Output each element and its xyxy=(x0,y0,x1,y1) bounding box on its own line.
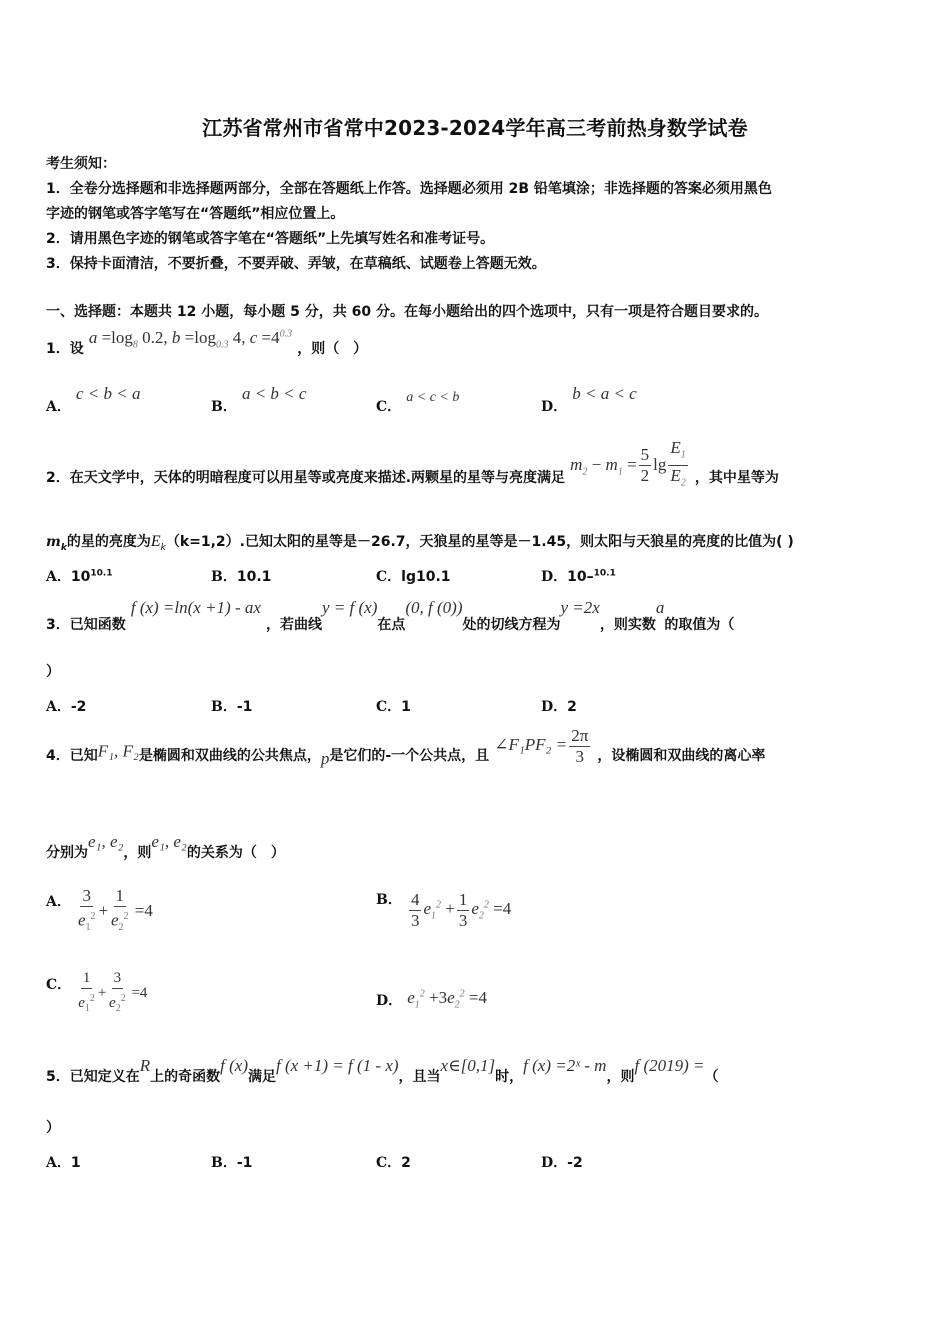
q5-option-d[interactable]: D．-2 xyxy=(541,1155,583,1171)
q3-formula-2: y = f (x) xyxy=(322,598,378,617)
q4-line-2: 分别为e₁, e₂，则e₁, e₂的关系为（ ） xyxy=(46,832,285,861)
q1-option-a-text: c < b < a xyxy=(75,384,141,403)
q4-formula-1: F₁, F₂ xyxy=(97,741,139,761)
q4-formula-3: ∠F₁PF₂ = $\frac{2\pi}{3}$ xyxy=(494,726,589,766)
q2-option-c[interactable]: C．lg10.1 xyxy=(376,569,451,585)
q4-formula-2: p xyxy=(320,749,330,769)
q1-option-b-text: a < b < c xyxy=(241,384,307,403)
q5-formula-interval: x∈[0,1] xyxy=(440,1056,496,1075)
q1-tail: ，则（ ） xyxy=(297,341,368,357)
q5-formula-symmetry: f (x +1) = f (1 - x) xyxy=(275,1056,399,1075)
q5-close-paren: ） xyxy=(46,1120,60,1136)
q2-line-2: $m_k$的星的亮度为$E_k(k=1,2)$.已知太阳的星等是－26.7，天狼星的星等是－1.45，则太阳与天狼星的亮度的比值为( ) xyxy=(46,533,794,553)
q3-formula-1: f (x) =ln(x +1) - ax xyxy=(130,598,261,617)
q3-option-c[interactable]: C．1 xyxy=(376,699,411,715)
q2-stem: 2．在天文学中，天体的明暗程度可以用星等或亮度来描述.两颗星的星等与亮度满足 xyxy=(46,469,566,486)
question-2 xyxy=(46,438,779,502)
q5-formula-f2019: f (2019) = xyxy=(634,1056,705,1075)
q1-option-d-text: b < a < c xyxy=(572,384,637,403)
q2-formula: $m_2 - m_1$ = $\frac{5}{2}$ lg $\frac{E_1}{E_2}$ xyxy=(570,438,686,489)
q4-option-c[interactable]: C． $\frac{1}{e_1^2}$ + $\frac{3}{e_2^2}$ =4 xyxy=(46,970,148,1014)
question-5: 5．已知定义在R上的奇函数f (x)满足f (x +1) = f (1 - x)，且当x∈[0,1]时，f (x) =2ˣ - m，则f (2019) =（ xyxy=(46,1056,719,1085)
notice-item-1: 1．全卷分选择题和非选择题两部分，全部在答题纸上作答。选择题必须用 2B 铅笔填涂；非选择题的答案必须用黑色 xyxy=(46,181,772,197)
q5-formula-def: f (x) =2ˣ - m xyxy=(523,1056,607,1075)
q3-formula-4: y =2x xyxy=(560,598,600,617)
q5-option-b[interactable]: B．-1 xyxy=(211,1155,253,1171)
q4-formula-e1e2: e₁, e₂ xyxy=(88,832,124,851)
q4-option-d[interactable]: D． $e_1^2 +3e_2^2 =4$ xyxy=(376,988,488,1011)
q4-option-b[interactable]: B． $\frac{4}{3}$ $e_1^2$ + $\frac{1}{3}$ $e_2^2 =4$ xyxy=(376,890,512,930)
question-1 xyxy=(46,328,368,357)
q2-option-d[interactable]: D．10–$^{10.1}$ xyxy=(541,568,616,585)
q1-option-b[interactable]: B． a < b < c xyxy=(211,384,307,415)
q1-formula: $a =\log_8$ 0.2, $b =\log_{0.3}$ 4, $c =4^{0.3}$ xyxy=(88,328,293,351)
section-heading: 一、选择题：本题共 12 小题，每小题 5 分，共 60 分。在每小题给出的四个选项中，只有一项是符合题目要求的。 xyxy=(46,304,768,320)
q1-option-a[interactable]: A． c < b < a xyxy=(46,384,141,415)
notice-item-1-cont: 字迹的钢笔或答字笔写在“答题纸”相应位置上。 xyxy=(46,206,345,222)
q1-option-c[interactable]: C． a < c < b xyxy=(376,390,460,415)
q2-option-b[interactable]: B．10.1 xyxy=(211,569,272,585)
q3-formula-5: a xyxy=(655,598,665,617)
q1-stem: 1．设 xyxy=(46,341,84,357)
q3-close-paren: ） xyxy=(46,664,60,680)
notice-heading: 考生须知： xyxy=(46,156,116,172)
q3-formula-3: (0, f (0)) xyxy=(405,598,463,617)
q5-formula-fx: f (x) xyxy=(220,1056,248,1075)
q5-option-a[interactable]: A．1 xyxy=(46,1155,81,1171)
q3-option-a[interactable]: A．-2 xyxy=(46,699,87,715)
question-3: 3．已知函数 f (x) =ln(x +1) - ax ，若曲线y = f (x)在点(0, f (0))处的切线方程为y =2x，则实数a的取值为（ xyxy=(46,598,735,633)
q5-formula-r: R xyxy=(139,1056,151,1075)
question-4: 4．已知F₁, F₂是椭圆和双曲线的公共焦点，p是它们的-一个公共点，且 ∠F₁PF₂ = $\frac{2\pi}{3}$ ，设椭圆和双曲线的离心率 xyxy=(46,726,766,769)
q3-option-b[interactable]: B．-1 xyxy=(211,699,253,715)
notice-item-3: 3．保持卡面清洁，不要折叠，不要弄破、弄皱，在草稿纸、试题卷上答题无效。 xyxy=(46,256,546,272)
exam-title: 江苏省常州市省常中2023-2024学年高三考前热身数学试卷 xyxy=(202,116,748,140)
q1-option-d[interactable]: D． b < a < c xyxy=(541,384,637,415)
q2-tail: ，其中星等为 xyxy=(694,469,779,486)
notice-item-2: 2．请用黑色字迹的钢笔或答字笔在“答题纸”上先填写姓名和准考证号。 xyxy=(46,231,495,247)
q3-option-d[interactable]: D．2 xyxy=(541,699,577,715)
q5-option-c[interactable]: C．2 xyxy=(376,1155,411,1171)
q1-option-c-text: a < c < b xyxy=(406,390,460,405)
q4-option-a[interactable]: A． $\frac{3}{e_1^2}$ + $\frac{1}{e_2^2}$ =4 xyxy=(46,886,153,934)
q2-option-a[interactable]: A．$10^{10.1}$ xyxy=(46,568,113,585)
